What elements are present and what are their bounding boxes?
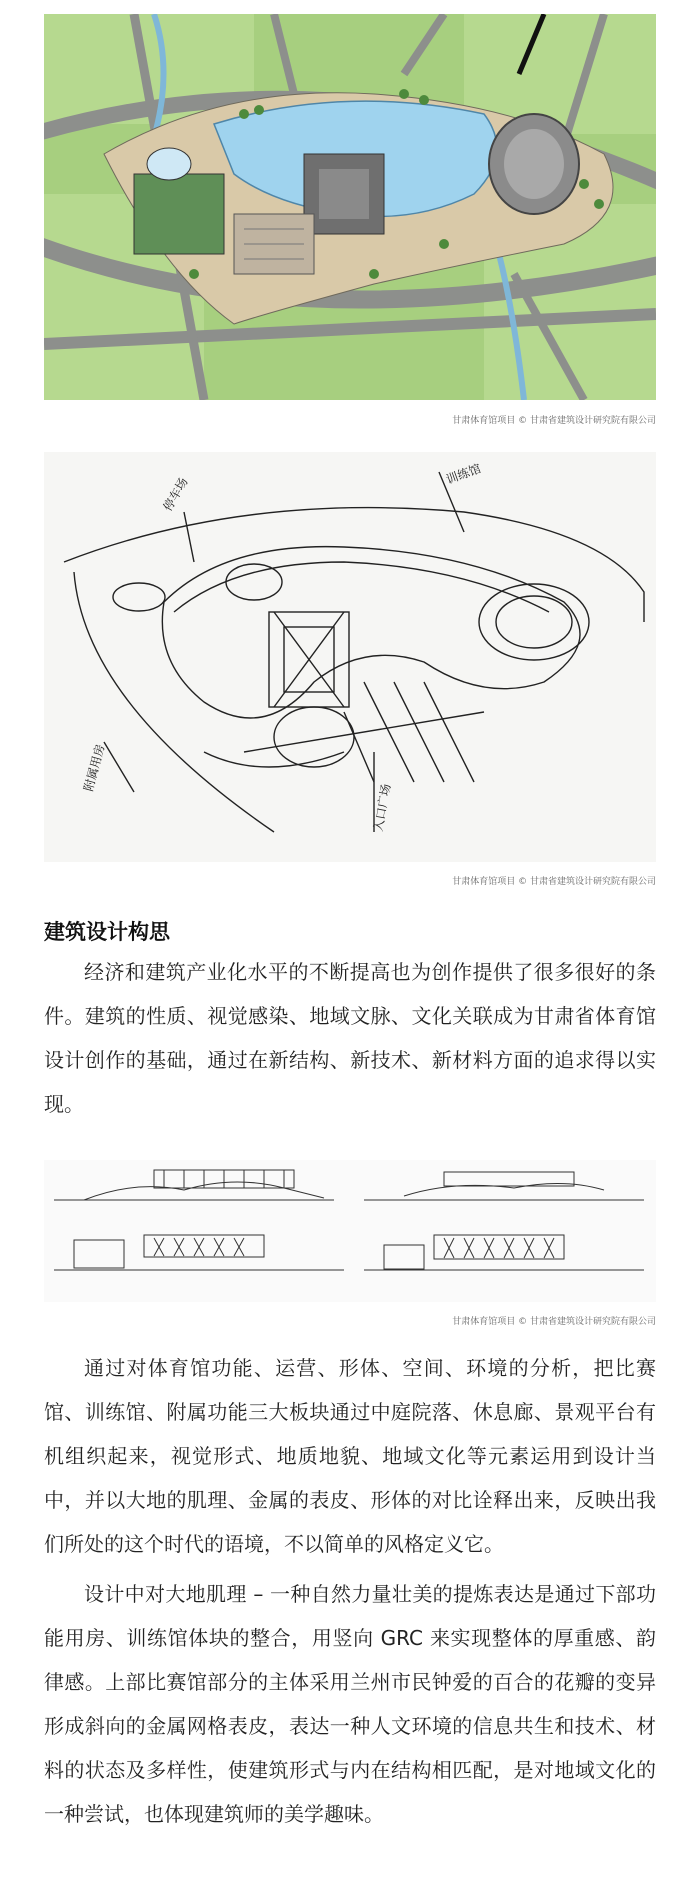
section-title: 建筑设计构思 (44, 920, 170, 944)
paragraph-1: 经济和建筑产业化水平的不断提高也为创作提供了很多很好的条件。建筑的性质、视觉感染、地域文脉、文化关联成为甘肃省体育馆设计创作的基础，通过在新结构、新技术、新材料方面的追求得以实现。 (44, 960, 656, 1116)
sketch-label-ancillary: 附属用房 (81, 742, 108, 793)
site-sketch-image (44, 452, 656, 862)
site-plan-image (44, 14, 656, 400)
figure-caption: 甘肃体育馆项目 © 甘肃省建筑设计研究院有限公司 (452, 1317, 656, 1327)
sketch-label-parking: 停车场 (160, 475, 191, 514)
paragraph-2: 通过对体育馆功能、运营、形体、空间、环境的分析，把比赛馆、训练馆、附属功能三大板块通过中庭院落、休息廊、景观平台有机组织起来，视觉形式、地质地貌、地域文化等元素运用到设计当中，并以大地的肌理、金属的表皮、形体的对比诠释出来，反映出我们所处的这个时代的语境，不以简单的风格定义它。 (44, 1356, 656, 1556)
figure-caption: 甘肃体育馆项目 © 甘肃省建筑设计研究院有限公司 (452, 877, 656, 887)
sketch-label-training: 训练馆 (444, 461, 483, 487)
paragraph-3: 设计中对大地肌理 – 一种自然力量壮美的提炼表达是通过下部功能用房、训练馆体块的整合，用竖向 GRC 来实现整体的厚重感、韵律感。上部比赛馆部分的主体采用兰州市民钟爱的百合的花瓣的变异形成斜向的金属网格表皮，表达一种人文环境的信息共生和技术、材料的状态及多样性，使建筑形式与内在结构相匹配，是对地域文化的一种尝试，也体现建筑师的美学趣味。 (44, 1582, 656, 1826)
elevation-sketches-image (44, 1160, 656, 1302)
sketch-label-entrance: 入口广场 (371, 782, 394, 833)
figure-caption: 甘肃体育馆项目 © 甘肃省建筑设计研究院有限公司 (452, 416, 656, 426)
